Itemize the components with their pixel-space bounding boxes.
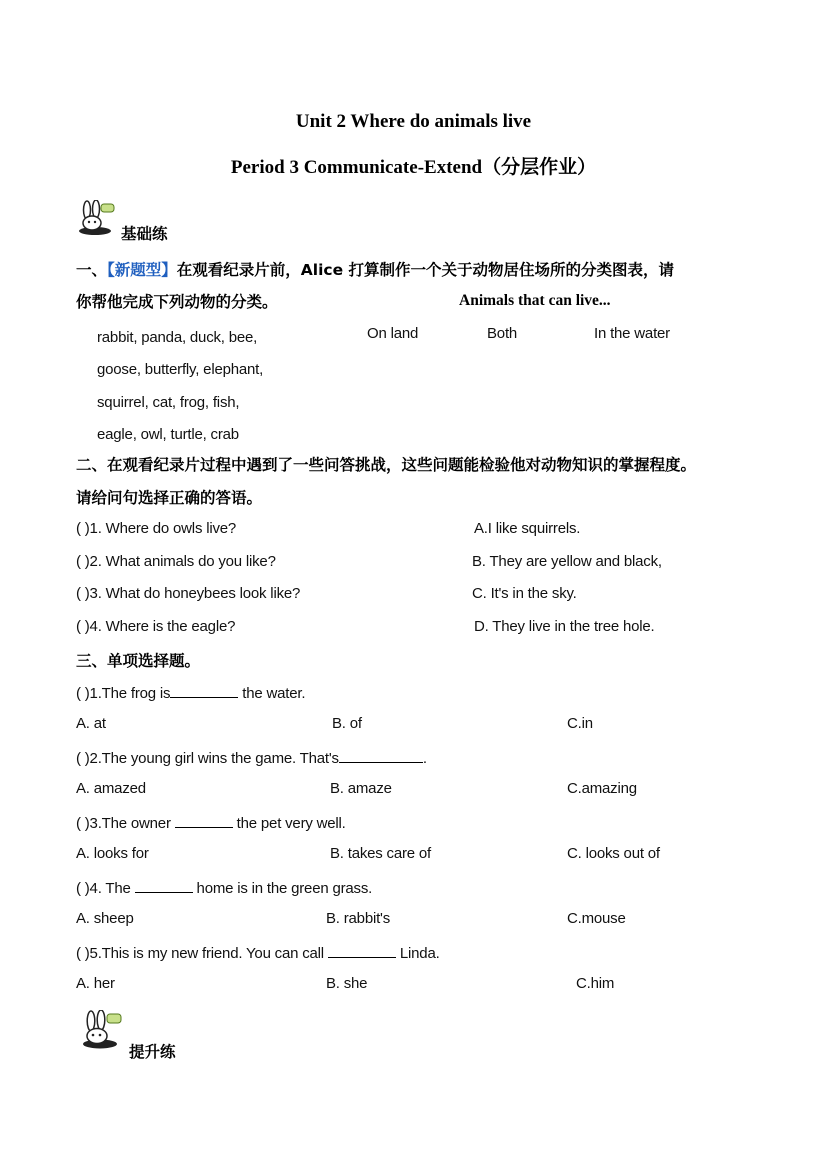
- choice-question: [76, 683, 305, 702]
- part3-instruction: 三、单项选择题。: [76, 652, 201, 670]
- match-question: ( )4. Where is the eagle?: [76, 618, 236, 635]
- option-b: B. rabbit's: [326, 910, 391, 927]
- part2-instruction-a: 二、在观看纪录片过程中遇到了一些问答挑战，这些问题能检验他对动物知识的掌握程度。: [76, 456, 697, 474]
- option-c: C. looks out of: [567, 845, 660, 862]
- option-a: A. sheep: [76, 910, 134, 927]
- option-a: A. looks for: [76, 845, 149, 862]
- bunny-icon: [78, 1010, 124, 1050]
- match-answer: C. It's in the sky.: [472, 585, 577, 602]
- chart-title: Animals that can live...: [459, 292, 611, 309]
- page-title: Unit 2 Where do animals live: [295, 111, 532, 132]
- answer-blank[interactable]: [339, 748, 423, 763]
- option-c: C.in: [567, 715, 593, 732]
- option-b: B. of: [332, 715, 362, 732]
- answer-blank[interactable]: [170, 683, 238, 698]
- option-a: A. at: [76, 715, 106, 732]
- question-text-end: .: [422, 750, 427, 767]
- option-b: B. amaze: [330, 780, 392, 797]
- column-header-water: In the water: [594, 325, 670, 342]
- question-text-end: the pet very well.: [232, 815, 346, 832]
- question-text-end: Linda.: [395, 945, 440, 962]
- new-type-tag: 【新题型】: [107, 261, 177, 279]
- option-c: C.amazing: [567, 780, 637, 797]
- section-advanced-label: 提升练: [129, 1043, 176, 1061]
- option-a: A. her: [76, 975, 115, 992]
- column-header-both: Both: [487, 325, 518, 342]
- answer-blank[interactable]: [175, 813, 233, 828]
- match-answer: A.I like squirrels.: [474, 520, 581, 537]
- match-question: ( )1. Where do owls live?: [76, 520, 237, 537]
- question-text: ( )1.The frog is: [76, 685, 171, 702]
- match-question: ( )2. What animals do you like?: [76, 553, 276, 570]
- question-text-end: home is in the green grass.: [192, 880, 373, 897]
- word-list-line: rabbit, panda, duck, bee,: [97, 329, 258, 346]
- option-c: C.mouse: [567, 910, 626, 927]
- word-list-line: goose, butterfly, elephant,: [97, 361, 264, 378]
- option-b: B. she: [326, 975, 368, 992]
- part1-instruction: [76, 258, 674, 280]
- answer-blank[interactable]: [328, 943, 396, 958]
- option-a: A. amazed: [76, 780, 146, 797]
- part1-instruction-b: 你帮他完成下列动物的分类。: [76, 293, 278, 311]
- choice-question: [76, 748, 427, 767]
- word-list-line: eagle, owl, turtle, crab: [97, 426, 239, 443]
- choice-question: [76, 943, 440, 962]
- match-answer: B. They are yellow and black,: [472, 553, 662, 570]
- part2-instruction-b: 请给问句选择正确的答语。: [76, 489, 263, 507]
- question-text: ( )4. The: [76, 880, 135, 897]
- answer-blank[interactable]: [135, 878, 193, 893]
- question-text: ( )5.This is my new friend. You can call: [76, 945, 328, 962]
- choice-question: [76, 813, 346, 832]
- match-question: ( )3. What do honeybees look like?: [76, 585, 301, 602]
- option-c: C.him: [576, 975, 615, 992]
- question-text: ( )2.The young girl wins the game. That's: [76, 750, 339, 767]
- column-header-land: On land: [367, 325, 419, 342]
- match-answer: D. They live in the tree hole.: [474, 618, 655, 635]
- word-list-line: squirrel, cat, frog, fish,: [97, 394, 240, 411]
- bunny-icon: [75, 200, 117, 236]
- part1-number: 一、: [76, 261, 108, 279]
- option-b: B. takes care of: [330, 845, 432, 862]
- question-text-end: the water.: [238, 685, 306, 702]
- section-basic-label: 基础练: [121, 225, 168, 243]
- part1-instruction-a: 在观看纪录片前，Alice 打算制作一个关于动物居住场所的分类图表，请: [176, 261, 675, 279]
- question-text: ( )3.The owner: [76, 815, 175, 832]
- page-subtitle: Period 3 Communicate-Extend（分层作业）: [230, 157, 597, 178]
- choice-question: [76, 878, 372, 897]
